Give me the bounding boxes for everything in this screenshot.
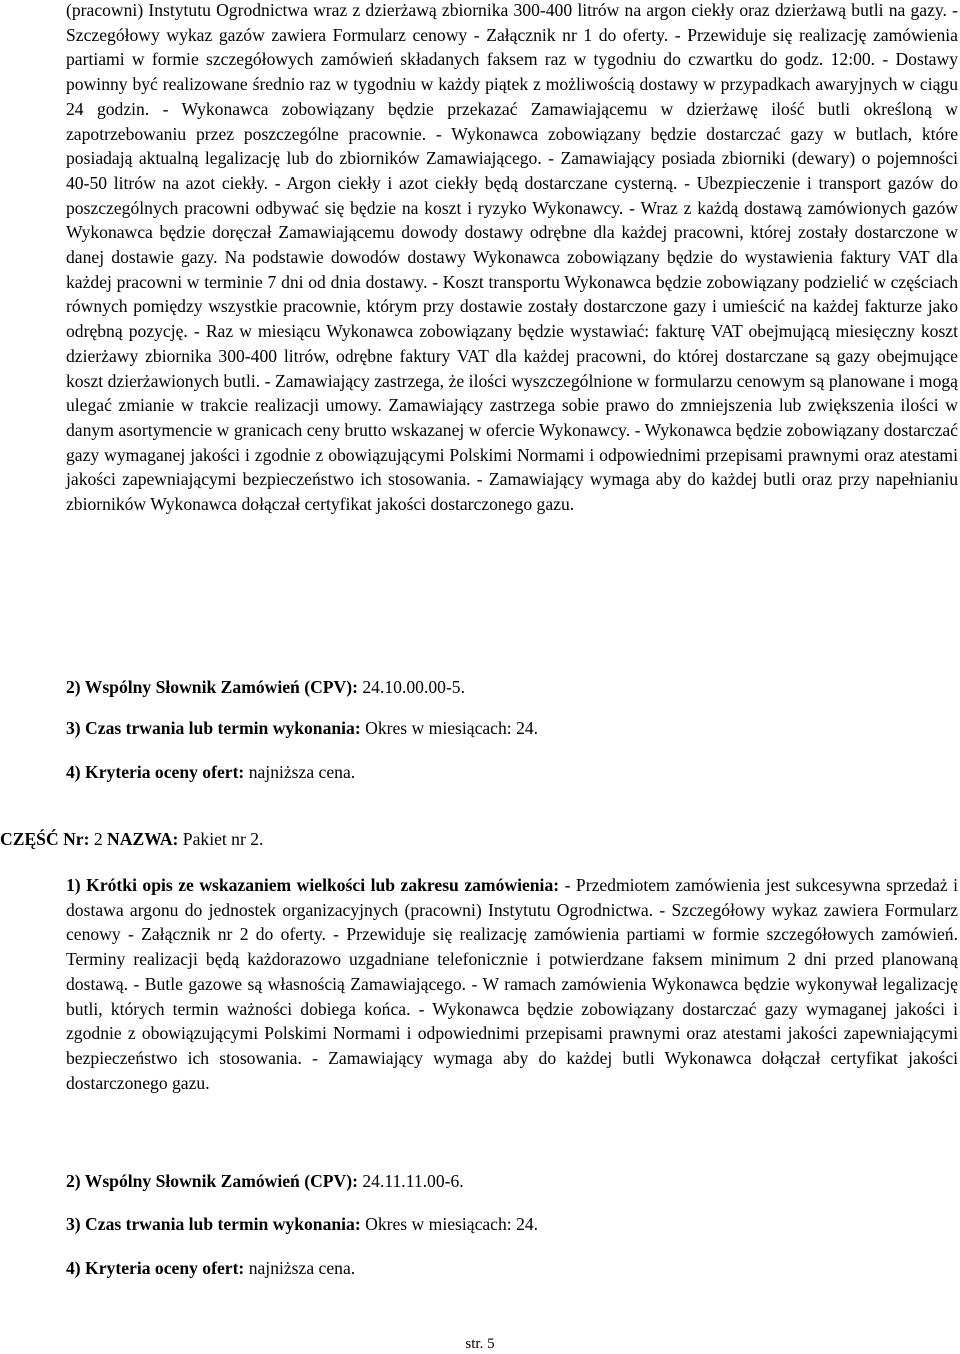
- part2-heading-name-value: Pakiet nr 2.: [178, 829, 264, 849]
- part1-description: (pracowni) Instytutu Ogrodnictwa wraz z dzierżawą zbiornika 300-400 litrów na argon ciekły oraz dzierżawą butli na gazy. - Szczegółowy wykaz gazów zawiera Formularz cenowy - Załącznik nr 1 do oferty. - Przewiduje się realizację zamówienia partiami w formie szczegółowych zamówień składanych faksem raz w tygodniu do czwartku do godz. 12:00. - Dostawy powinny być realizowane średnio raz w tygodniu w każdy piątek z możliwością dostawy w przypadkach awaryjnych w ciągu 24 godzin. - Wykonawca zobowiązany będzie przekazać Zamawiającemu w dzierżawę ilość butli określoną w zapotrzebowaniu przez poszczególne pracownie. - Wykonawca zobowiązany będzie dostarczać gazy w butlach, które posiadają aktualną legalizację lub do zbiorników Zamawiającego. - Zamawiający posiada zbiorniki (dewary) o pojemności 40-50 litrów na azot ciekły. - Argon ciekły i azot ciekły będą dostarczane cysterną. - Ubezpieczenie i transport gazów do poszczególnych pracowni odbywać się będzie na koszt i ryzyko Wykonawcy. - Wraz z każdą dostawą zamówionych gazów Wykonawca będzie doręczał Zamawiającemu dowody dostawy odrębne dla każdej pracowni, której zostały dostarczone w danej dostawie gazy. Na podstawie dowodów dostawy Wykonawca zobowiązany będzie do wystawienia faktury VAT dla każdej pracowni w terminie 7 dni od dnia dostawy. - Koszt transportu Wykonawca będzie zobowiązany podzielić w częściach równych pomiędzy wszystkie pracownie, którym przy dostawie zostały dostarczone gazy i umieścić na każdej fakturze jako odrębną pozycję. - Raz w miesiącu Wykonawca zobowiązany będzie wystawiać: fakturę VAT obejmującą miesięczny koszt dzierżawy zbiornika 300-400 litrów, odrębne faktury VAT dla każdej pracowni, do której dostarczane są gazy obejmujące koszt dzierżawionych butli. - Zamawiający zastrzega, że ilości wyszczególnione w formularzu cenowym są planowane i mogą ulegać zmianie w trakcie realizacji umowy. Zamawiający zastrzega sobie prawo do zmniejszenia lub zwiększenia ilości w danym asortymencie w granicach ceny brutto wskazanej w ofercie Wykonawcy. - Wykonawca będzie zobowiązany dostarczać gazy wymaganej jakości i zgodnie z obowiązującymi Polskimi Normami i odpowiednimi przepisami prawnymi oraz atestami jakości zapewniającymi bezpieczeństwo ich stosowania. - Zamawiający wymaga aby do każdej butli oraz przy napełnianiu zbiorników Wykonawca dołączał certyfikat jakości dostarczonego gazu.: [66, 0, 958, 515]
- part1-criteria-value: najniższa cena.: [244, 762, 356, 782]
- part2-heading-part-label: CZĘŚĆ: [0, 829, 59, 849]
- part2-heading-nr-value: 2: [89, 829, 108, 849]
- part1-duration: [66, 716, 538, 741]
- part2-heading-name-label: NAZWA:: [107, 829, 179, 849]
- part2-cpv-label: 2) Wspólny Słownik Zamówień (CPV):: [66, 1171, 358, 1191]
- part2-cpv: [66, 1169, 464, 1194]
- part1-criteria-label: 4) Kryteria oceny ofert:: [66, 762, 245, 782]
- part2-heading: [0, 827, 263, 852]
- part2-criteria: [66, 1256, 355, 1281]
- page-number: str. 5: [465, 1336, 495, 1352]
- part2-criteria-value: najniższa cena.: [244, 1258, 356, 1278]
- part1-criteria: [66, 760, 355, 785]
- part1-cpv: [66, 675, 465, 700]
- part2-description-value: - Przedmiotem zamówienia jest sukcesywna sprzedaż i dostawa argonu do jednostek organizacyjnych (pracowni) Instytutu Ogrodnictwa. - Szczegółowy wykaz zawiera Formularz cenowy - Załącznik nr 2 do oferty. - Przewiduje się realizację zamówienia partiami w formie szczegółowych zamówień. Terminy realizacji będą każdorazowo uzgadniane telefonicznie i potwierdzane faksem minimum 2 dni przed planowaną dostawą. - Butle gazowe są własnością Zamawiającego. - W ramach zamówienia Wykonawca będzie wykonywał legalizację butli, których termin ważności dobiega końca. - Wykonawca będzie zobowiązany dostarczać gazy wymaganej jakości i zgodnie z obowiązującymi Polskimi Normami i odpowiednimi przepisami prawnymi oraz atestami jakości zapewniającymi bezpieczeństwo ich stosowania. - Zamawiający wymaga aby do każdej butli Wykonawca dołączał certyfikat jakości dostarczonego gazu.: [66, 875, 958, 1093]
- part2-duration: [66, 1212, 538, 1237]
- part2-cpv-value: 24.11.11.00-6.: [357, 1171, 464, 1191]
- part2-duration-value: Okres w miesiącach: 24.: [360, 1214, 539, 1234]
- part1-duration-label: 3) Czas trwania lub termin wykonania:: [66, 718, 361, 738]
- part2-criteria-label: 4) Kryteria oceny ofert:: [66, 1258, 245, 1278]
- part2-description: [66, 873, 958, 1095]
- part2-heading-nr-label: Nr:: [58, 829, 90, 849]
- part2-description-label: 1) Krótki opis ze wskazaniem wielkości lub zakresu zamówienia:: [66, 875, 560, 895]
- part1-cpv-value: 24.10.00.00-5.: [357, 677, 465, 697]
- part1-cpv-label: 2) Wspólny Słownik Zamówień (CPV):: [66, 677, 358, 697]
- part1-duration-value: Okres w miesiącach: 24.: [360, 718, 539, 738]
- part2-duration-label: 3) Czas trwania lub termin wykonania:: [66, 1214, 361, 1234]
